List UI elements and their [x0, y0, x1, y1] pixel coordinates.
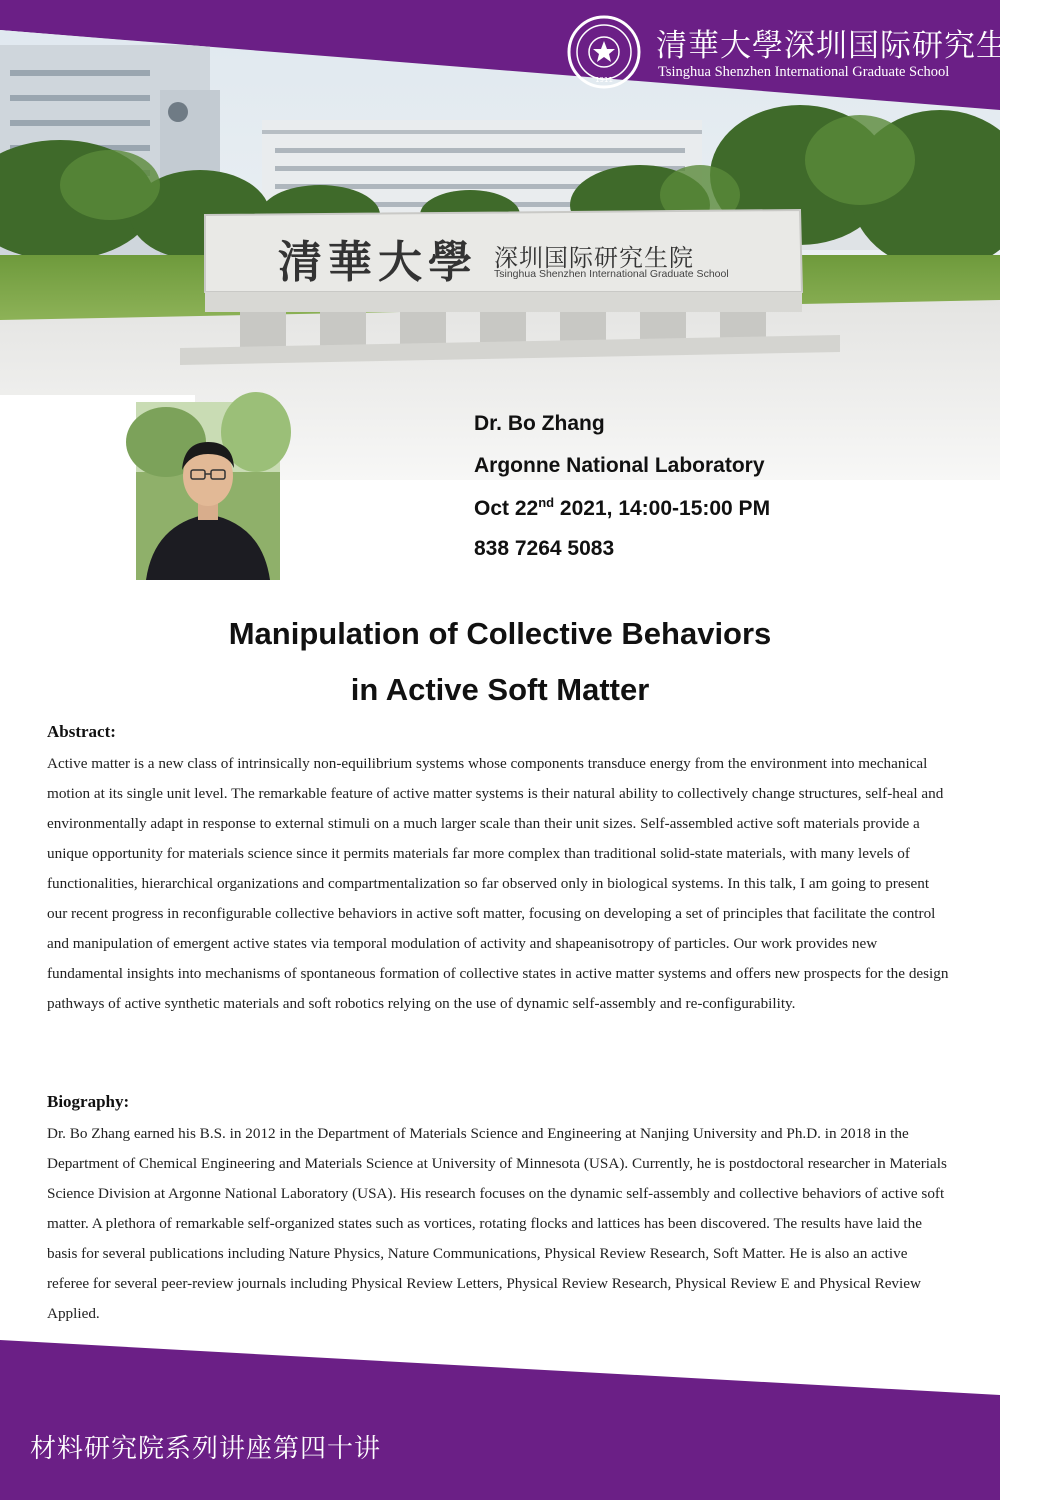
- monument-calligraphy: 清華大學: [278, 237, 478, 288]
- school-name-cn: 清華大學深圳国际研究生院: [656, 28, 1040, 64]
- talk-title-line2: in Active Soft Matter: [350, 672, 650, 707]
- monument-name-cn: 深圳国际研究生院: [494, 244, 694, 272]
- talk-time: [474, 495, 770, 521]
- talk-title-line1: Manipulation of Collective Behaviors: [228, 616, 772, 651]
- lecture-series-title: 材料研究院系列讲座第四十讲: [30, 1434, 382, 1464]
- zoom-id: 838 7264 5083: [474, 537, 615, 560]
- time-ordinal: nd: [538, 495, 555, 510]
- tsinghua-seal-icon: [566, 14, 642, 90]
- time-date: Oct 22: [474, 497, 539, 520]
- biography-heading: Biography:: [47, 1092, 130, 1111]
- abstract-heading: Abstract:: [47, 722, 116, 741]
- school-name-en: Tsinghua Shenzhen International Graduate School: [658, 64, 950, 80]
- school-logo: [566, 14, 1040, 90]
- time-range: 2021, 14:00-15:00 PM: [554, 497, 771, 520]
- svg-text:1911: 1911: [595, 76, 613, 84]
- speaker-affiliation: Argonne National Laboratory: [474, 454, 765, 477]
- speaker-photo: [136, 402, 280, 580]
- biography-text: Dr. Bo Zhang earned his B.S. in 2012 in the Department of Materials Science and Engineering at Nanjing University and Ph.D. in 2018 in the Department of Chemical Engineering and Materials Science at University of Minnesota (USA). Currently, he is postdoctoral researcher in Materials Science Division at Argonne National Laboratory (USA). His research focuses on the dynamic self-assembly and collective behaviors of active soft matter. A plethora of remarkable self-organized states such as vortices, rotating flocks and lattices has been discovered. The results have laid the basis for several publications including Nature Physics, Nature Communications, Physical Review Research, Soft Matter. He is also an active referee for several peer-review journals including Physical Review Letters, Physical Review Research, Physical Review E and Physical Review Applied.: [47, 1125, 947, 1322]
- speaker-name: Dr. Bo Zhang: [474, 412, 605, 435]
- abstract-text: Active matter is a new class of intrinsically non-equilibrium systems whose components transduce energy from the environment into mechanical motion at its single unit level. The remarkable feature of active matter systems is their natural ability to collectively change structures, self-heal and environmentally adapt in response to external stimuli on a much larger scale than their unit sizes. Self-assembled active soft materials provide a unique opportunity for materials science since it permits materials far more complex than traditional solid-state materials, with many levels of functionalities, hierarchical organizations and compartmentalization so far observed only in biological systems. In this talk, I am going to present our recent progress in reconfigurable collective behaviors in active soft matter, focusing on developing a set of principles that facilitate the control and manipulation of emergent active states via temporal modulation of activity and shapeanisotropy of particles. Our work provides new fundamental insights into mechanisms of spontaneous formation of collective states in active matter systems and offers new prospects for the design pathways of active synthetic materials and soft robotics relying on the use of dynamic self-assembly and re-configurability.: [47, 755, 949, 1012]
- monument-name-en: Tsinghua Shenzhen International Graduate School: [494, 268, 729, 280]
- footer-band: [0, 1320, 1000, 1500]
